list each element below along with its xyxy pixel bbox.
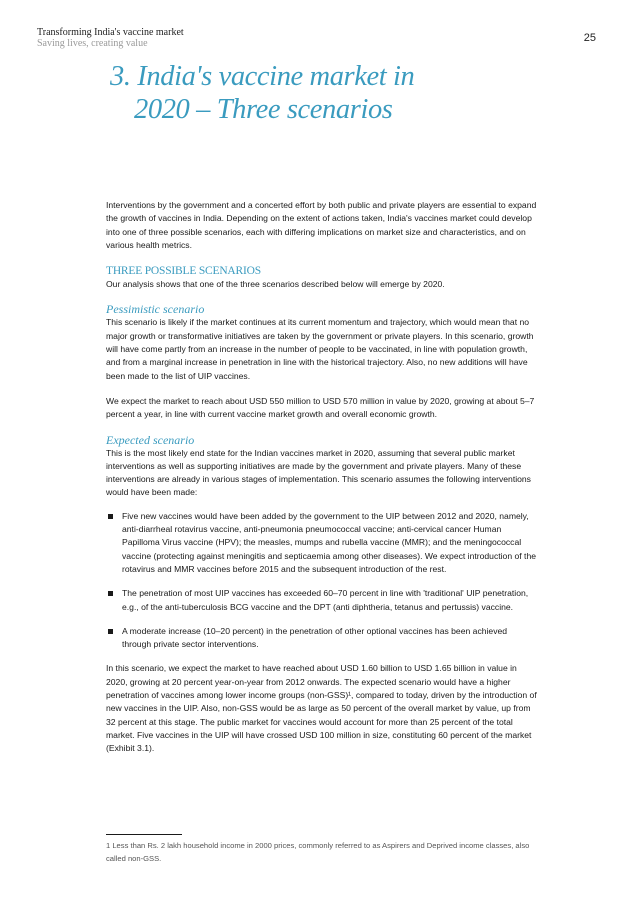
footnote: 1 Less than Rs. 2 lakh household income in 2000 prices, commonly referred to as Aspirers and Deprived income classes, also called non-GSS. (106, 841, 530, 863)
chapter-title-line1: 3. India's vaccine market in (110, 61, 415, 92)
chapter-title-line2: 2020 – Three scenarios (134, 94, 393, 125)
expected-paragraph-2: In this scenario, we expect the market to have reached about USD 1.60 billion to USD 1.65 billion in value in 2020, growing at 20 percent year-on-year from 2012 onwards. The expected scenario would have a higher penetration of vaccines among lower income groups (non-GSS)¹, compared to today, driven by the introduction of new vaccines in the UIP. Also, non-GSS would be as large as 50 percent of the overall market by value, up from 32 percent at this stage. The public market for vaccines would account for more than 25 percent of the total market. Five vaccines in the UIP will have crossed USD 100 million in size, constituting 60 percent of the market (Exhibit 3.1). (106, 663, 537, 754)
body-text (106, 199, 538, 756)
section-heading-expected: Expected scenario (106, 432, 195, 447)
running-header-title: Transforming India's vaccine market (37, 27, 184, 38)
bullet-icon (108, 591, 113, 596)
running-header-subtitle: Saving lives, creating value (37, 38, 148, 49)
pessimistic-paragraph-2: We expect the market to reach about USD 550 million to USD 570 million in value by 2020, growing at about 5–7 percent a year, in line with current vaccine market growth and overall economic growth. (106, 395, 535, 420)
bullet-icon (108, 629, 113, 634)
section-heading-three-scenarios: THREE POSSIBLE SCENARIOS (106, 265, 261, 278)
page-number: 25 (583, 32, 596, 44)
list-item: Five new vaccines would have been added by the government to the UIP between 2012 and 2020, namely, anti-diarrheal rotavirus vaccine, anti-pneumonia pneumococcal vaccine; anti-cervical cancer Human Papilloma Virus vaccine (HPV); the measles, mumps and rubella vaccine (MMR); and the meningococcal vaccine (protecting against meningitis and septicaemia among other diseases). We expect introduction of the rotavirus and MMR vaccines before 2015 and the subsequent introduction of the rest. (106, 510, 538, 576)
bullet-icon (108, 514, 113, 519)
footnote-divider (106, 834, 182, 835)
interventions-list (106, 510, 538, 652)
intro-paragraph: Interventions by the government and a concerted effort by both public and private players are essential to expand the growth of vaccines in India. Depending on the extent of actions taken, India's vaccines market could develop into one of three possible scenarios, each with differing implications on market size and characteristics, and on various health metrics. (106, 200, 537, 250)
chapter-title (110, 60, 570, 126)
expected-paragraph-1: This is the most likely end state for the Indian vaccines market in 2020, assuming that several public market interventions as well as supporting initiatives are made by the government and private players. Many of these interventions are already in various stages of implementation. This scenario assumes the following interventions would have been made: (106, 447, 531, 498)
list-item: The penetration of most UIP vaccines has exceeded 60–70 percent in line with 'traditional' UIP penetration, e.g., of the anti-tuberculosis BCG vaccine and the DPT (anti diphtheria, tetanus and pertussis) vaccine. (106, 587, 538, 614)
list-item: A moderate increase (10–20 percent) in the penetration of other optional vaccines has been achieved through private sector interventions. (106, 625, 538, 652)
three-scenarios-text: Our analysis shows that one of the three scenarios described below will emerge by 2020. (106, 279, 445, 290)
pessimistic-paragraph-1: This scenario is likely if the market continues at its current momentum and trajectory, which would mean that no major growth or transformative initiatives are taken by the government or private players. In this scenario, growth will have come partly from an increase in the number of people to be vaccinated, in line with population growth, and from a marginal increase in penetration in line with the historical trajectory. Also, no new additions will have been made to the list of UIP vaccines. (106, 317, 534, 381)
section-heading-pessimistic: Pessimistic scenario (106, 302, 205, 317)
